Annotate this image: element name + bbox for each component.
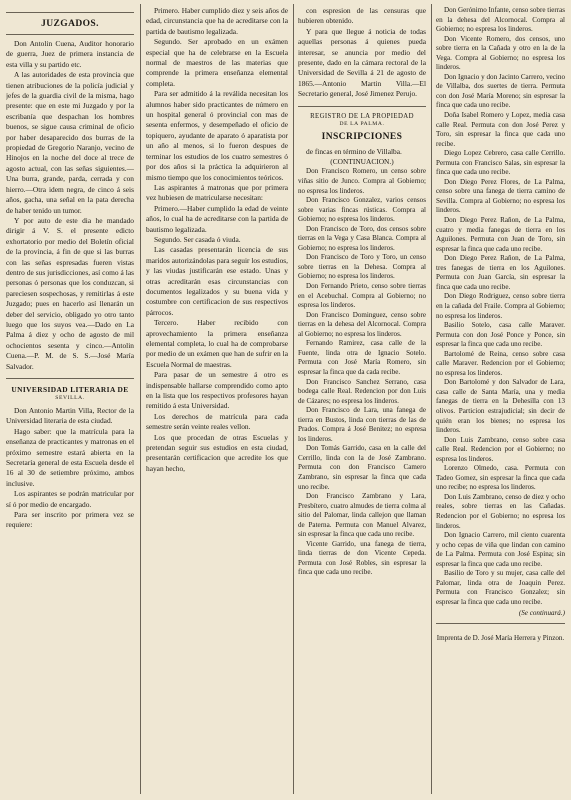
list-item: Don Tomás Garrido, casa en la calle del Cerrillo, linda con la de José Zambrano. Permuta con don Francisco Camero Zambrano, sin espresar la finca que cada uno recibe. <box>298 444 426 491</box>
notice-paragraph: Segundo. Ser aprobado en un exámen especial que ha de celebrarse en la Escuela normal de maestros de las materias que comprende la primera enseñanza elemental completa. <box>146 37 288 88</box>
section-rule <box>6 378 134 379</box>
list-item: Don Gerónimo Infante, censo sobre tierras en la dehesa del Alcornocal. Compra al Gobierno; no espresa los linderos. <box>436 6 565 34</box>
notice-paragraph: con espresion de las censuras que hubieren obtenido. <box>298 6 426 26</box>
section-subheading-la-palma: DE LA PALMA. <box>339 120 385 127</box>
list-item: Don Diego Rodriguez, censo sobre tierra en la cañada del Fraile. Compra al Gobierno; no espresa los linderos. <box>436 292 565 320</box>
notice-paragraph: Para ser admitido á la reválida necesitan los alumnos haber sido practicantes de número en un hospital general ó provincial con mas de sesenta enfermos, y desempeñado el oficio de topiquero, ayudante de aparato ó aparatista por un año al menos, si lo fueron despues de terminar los estudios de los cuatro semestres ó por dos años si la práctica la adquirieron al mismo tiempo que los conocimientos teóricos. <box>146 89 288 182</box>
continuation-note: (Se continuará.) <box>518 609 565 618</box>
list-item: Don Diego Perez Rañon, de La Palma, cuatro y media fanegas de tierra en los Aguilones. Permuta con Juan de Toro, sin espresar la finca que cada uno recibe. <box>436 216 565 253</box>
notice-paragraph: Los aspirantes se podrán matricular por sí ó por medio de encargado. <box>6 489 134 509</box>
list-item: Don Vicente Romero, dos censos, uno sobre tierra en la Cañada y otro en la de la Vega. Compra al Gobierno; no espresa los linderos. <box>436 34 565 72</box>
notice-paragraph: Don Antonio Martin Villa, Rector de la Universidad literaria de esta ciudad. <box>6 406 134 426</box>
list-item: Doña Isabel Romero y Lopez, media casa calle Real. Permuta con don José Perez y Toro, sin espresar la finca que cada uno recibe. <box>436 111 565 148</box>
section-heading-juzgados: JUZGADOS. <box>41 19 99 29</box>
top-rule <box>6 12 134 13</box>
list-item: Don Francisco de Toro, dos censos sobre tierras en la Vega y Casa Blanca. Compra al Gobierno; no espresa los linderos. <box>298 224 426 252</box>
heading-rule <box>6 34 134 35</box>
column-divider <box>293 4 294 794</box>
column-2 <box>146 6 288 474</box>
list-item: Don Francisco Gonzalez, varios censos sobre varias fincas rústicas. Compra al Gobierno; no espresa los linderos. <box>298 196 426 224</box>
list-item: Don Francisco Romero, un censo sobre viñas sitio de Junco. Compra al Gobierno; no espresa los linderos. <box>298 167 426 195</box>
list-item: Don Diego Perez Rañon, de La Palma, tres fanegas de tierra en los Aguilones. Permuta con Juan García, sin espresar la finca que cada uno recibe. <box>436 254 565 291</box>
list-item: Don Fernando Prieto, censo sobre tierras en el Acebuchal. Compra al Gobierno; no espresa los linderos. <box>298 282 426 310</box>
list-item: Don Ignacio Carrero, mil ciento cuarenta y ocho cepas de viña que lindan con camino de La Palma. Permuta con José Espina; sin espresar la finca que cada uno recibe. <box>436 531 565 568</box>
notice-paragraph: Y por auto de este dia he mandado dirigir á V. S. el presente edicto exhortatorio por medio del Boletín oficial de la provincia, á fin de que si las burras con las señas espresadas fueren vistas dentro de sus jurisdicciones, así como á las personas ó personas que los conduzcan, si pareciesen sospechosas, y remitirlas á este Juzgado; pues en hacerlo así llenarán un deber del servicio, obligado yo otro tanto luego que los suyos vea.—Dado en La Palma á diez y ocho de agosto de mil ochocientos sesenta y cinco.—Antolin Cuena.—P. M. de S. S.—José María Salvador. <box>6 215 134 371</box>
list-item: Vicente Garrido, una fanega de tierra, linda tierras de don Vicente Cepeda. Permuta con José Robles, sin espresar la finca que cada uno recibe. <box>298 539 426 577</box>
notice-paragraph: Y para que llegue á noticia de todas aquellas personas á quienes pueda interesar, se anuncia por medio del presente, dado en la cámara rectoral de la Universidad de Sevilla á 21 de agosto de 1865.—Antonio Martin Villa.—El Secretario general, José Jimenez Perujo. <box>298 26 426 99</box>
notice-paragraph: Los derechos de matrícula para cada semestre serán veinte reales vellon. <box>146 411 288 432</box>
list-item: Basilio Sotelo, casa calle Maraver. Permuta con don José Ponce y Ponce, sin espresar la finca que cada uno recibe. <box>436 321 565 349</box>
intro-paragraph: de fincas en término de Villalba. <box>306 146 402 156</box>
section-heading-registro: REGISTRO DE LA PROPIEDAD <box>310 112 414 120</box>
printer-imprint: Imprenta de D. José María Herrera y Pinzon. <box>436 634 565 643</box>
notice-paragraph: Las casadas presentarán licencia de sus maridos autorizándolas para seguir los estudios, y las viudas justificarán ese estado. Unas y otras acreditarán esas circunstancias con documentos legalizados y su buena vida y costumbre con certificacion de sus respectivos párrocos. <box>146 245 288 317</box>
section-heading-inscripciones: INSCRIPCIONES <box>321 131 403 142</box>
notice-paragraph: Primero. Haber cumplido diez y seis años de edad, circunstancia que ha de acreditarse con la partida de bautismo legalizada. <box>146 6 288 36</box>
section-subheading-sevilla: SEVILLA. <box>55 395 85 401</box>
list-item: Don Ignacio y don Jacinto Carrero, vecino de Villalba, dos suertes de tierra. Permuta con don José María Moreno; sin espresar la finca que cada uno recibe. <box>436 72 565 110</box>
list-item: Don Francisco Dominguez, censo sobre tierras en la dehesa del Alcornocal. Compra al Gobierno; no espresa los linderos. <box>298 310 426 338</box>
section-heading-universidad: UNIVERSIDAD LITERARIA DE <box>11 385 129 394</box>
list-item: Bartolomé de Reina, censo sobre casa calle Maraver. Redencion por el Gobierno; no espresa los linderos. <box>436 349 565 377</box>
list-item: Lorenzo Olmedo, casa. Permuta con Tadeo Gomez, sin espresar la finca que cada uno recibe; no espresa los linderos. <box>436 464 565 492</box>
section-rule <box>298 106 426 107</box>
list-item: Don Francisco de Toro y Toro, un censo sobre tierras en la Dehesa. Compra al Gobierno; no espresa los linderos. <box>298 253 426 281</box>
notice-paragraph: Segundo. Ser casada ó viuda. <box>154 234 241 244</box>
list-item: Basilio de Toro y su mujer, casa calle del Palomar, linda otra de Joaquin Perez. Permuta con Francisco Gonzalez; sin espresar la finca que cada uno recibe. <box>436 569 565 606</box>
list-item: Don Francisco Sanchez Serrano, casa bodega calle Real. Redencion por don Luis de Cázares; no espresa los linderos. <box>298 377 426 405</box>
notice-paragraph: Hago saber: que la matrícula para la enseñanza de practicantes y matronas en el próximo semestre estará abierta en la Secretaría general de esta Escuela desde el 16 al 30 de setiembre próximo, ambos inclusive. <box>6 426 134 488</box>
list-item: Don Luis Zambrano, censo sobre casa calle Real. Redencion por el Gobierno; no espresa los linderos. <box>436 435 565 463</box>
notice-paragraph: Para ser inscrito por primera vez se requiere: <box>6 510 134 530</box>
notice-paragraph: Para pasar de un semestre á otro es indispensable hallarse comprendido como apto en la lista que los respectivos profesores hayan remitido á esta Universidad. <box>146 370 288 411</box>
notice-paragraph: Tercero. Haber recibido con aprovechamiento la primera enseñanza elemental completa, lo cual ha de comprobarse por medio de un exámen que han de sufrir en la Escuela Normal de maestras. <box>146 318 288 369</box>
list-item: Diego Lopez Cebrero, casa calle Cerrillo. Permuta con Francisco Salas, sin espresar la finca que cada uno recibe. <box>436 149 565 177</box>
list-item: Don Diego Perez Flores, de La Palma, censo sobre una fanega de tierra camino de Sevilla. Compra al Gobierno; no espresa los linderos. <box>436 177 565 215</box>
column-divider <box>140 4 141 794</box>
list-item: Don Francisco de Lara, una fanega de tierra en Bustos, linda con tierras de las de Prados. Compra á José Benitez; no espresa los linderos. <box>298 406 426 443</box>
footer-rule <box>436 623 565 624</box>
notice-paragraph: Las aspirantes á matronas que por primera vez hubiesen de matricularse necesitan: <box>146 182 288 203</box>
list-item: Don Francisco Zambrano y Lara, Presbítero, cuatro almudes de tierra colma al sitio del Palomar, linda callejon que llaman de Paterna. Permuta con Manuel Alvarez, sin espresar la finca que cada uno recibe. <box>298 492 426 539</box>
column-divider <box>431 4 432 794</box>
column-4 <box>436 6 565 644</box>
column-1 <box>6 6 134 531</box>
notice-paragraph: A las autoridades de esta provincia que tienen atribuciones de la policía judicial y jefes de la guardia civil de la misma, hago presente: que en este mi Juzgado y por la escribanía que despachan los hombres buenos, se sigue causa criminal de oficio por haber desaparecido dos burras de la propiedad de Gregorio Naranjo, vecino de Hinojos en la noche del doce al trece de agosto actual, con las señas siguientes.—Una burra, grande, parda, cerrada y con hierro.—Otra idem negra, de cinco á seis años, gacha, una señal en la pata derecha de haber tenido un tumor. <box>6 70 134 215</box>
list-item: Don Luis Zambrano, censo de diez y ocho reales, sobre tierras en las Cañadas. Redencion por el Gobierno; no espresa los linderos. <box>436 492 565 530</box>
notice-paragraph: Los que procedan de otras Escuelas y pretendan seguir sus estudios en esta ciudad, presentarán certificacion que acredite los que hayan hecho, <box>146 432 288 473</box>
list-item: Fernando Ramirez, casa calle de la Fuente, linda otra de Ignacio Sotelo. Permuta con José María Romero, sin espresar la finca que da cada recibe. <box>298 339 426 376</box>
continuation-label: (CONTINUACION.) <box>330 157 394 167</box>
notice-paragraph: Don Antolin Cuena, Auditor honorario de guerra, Juez de primera instancia de esta villa y su partido etc. <box>6 39 134 69</box>
column-3 <box>298 6 426 578</box>
notice-paragraph: Primero.—Haber cumplido la edad de veinte años, lo cual ha de acreditarse con la partida de bautismo legalizada. <box>146 203 288 234</box>
list-item: Don Bartolomé y don Salvador de Lara, casa calle de Santa María, una y media fanegas de tierra en la Dehesilla con 13 olivos. Particion estrajudicial; sin decir de quién eran los bienes; no espresa los linderos. <box>436 378 565 435</box>
